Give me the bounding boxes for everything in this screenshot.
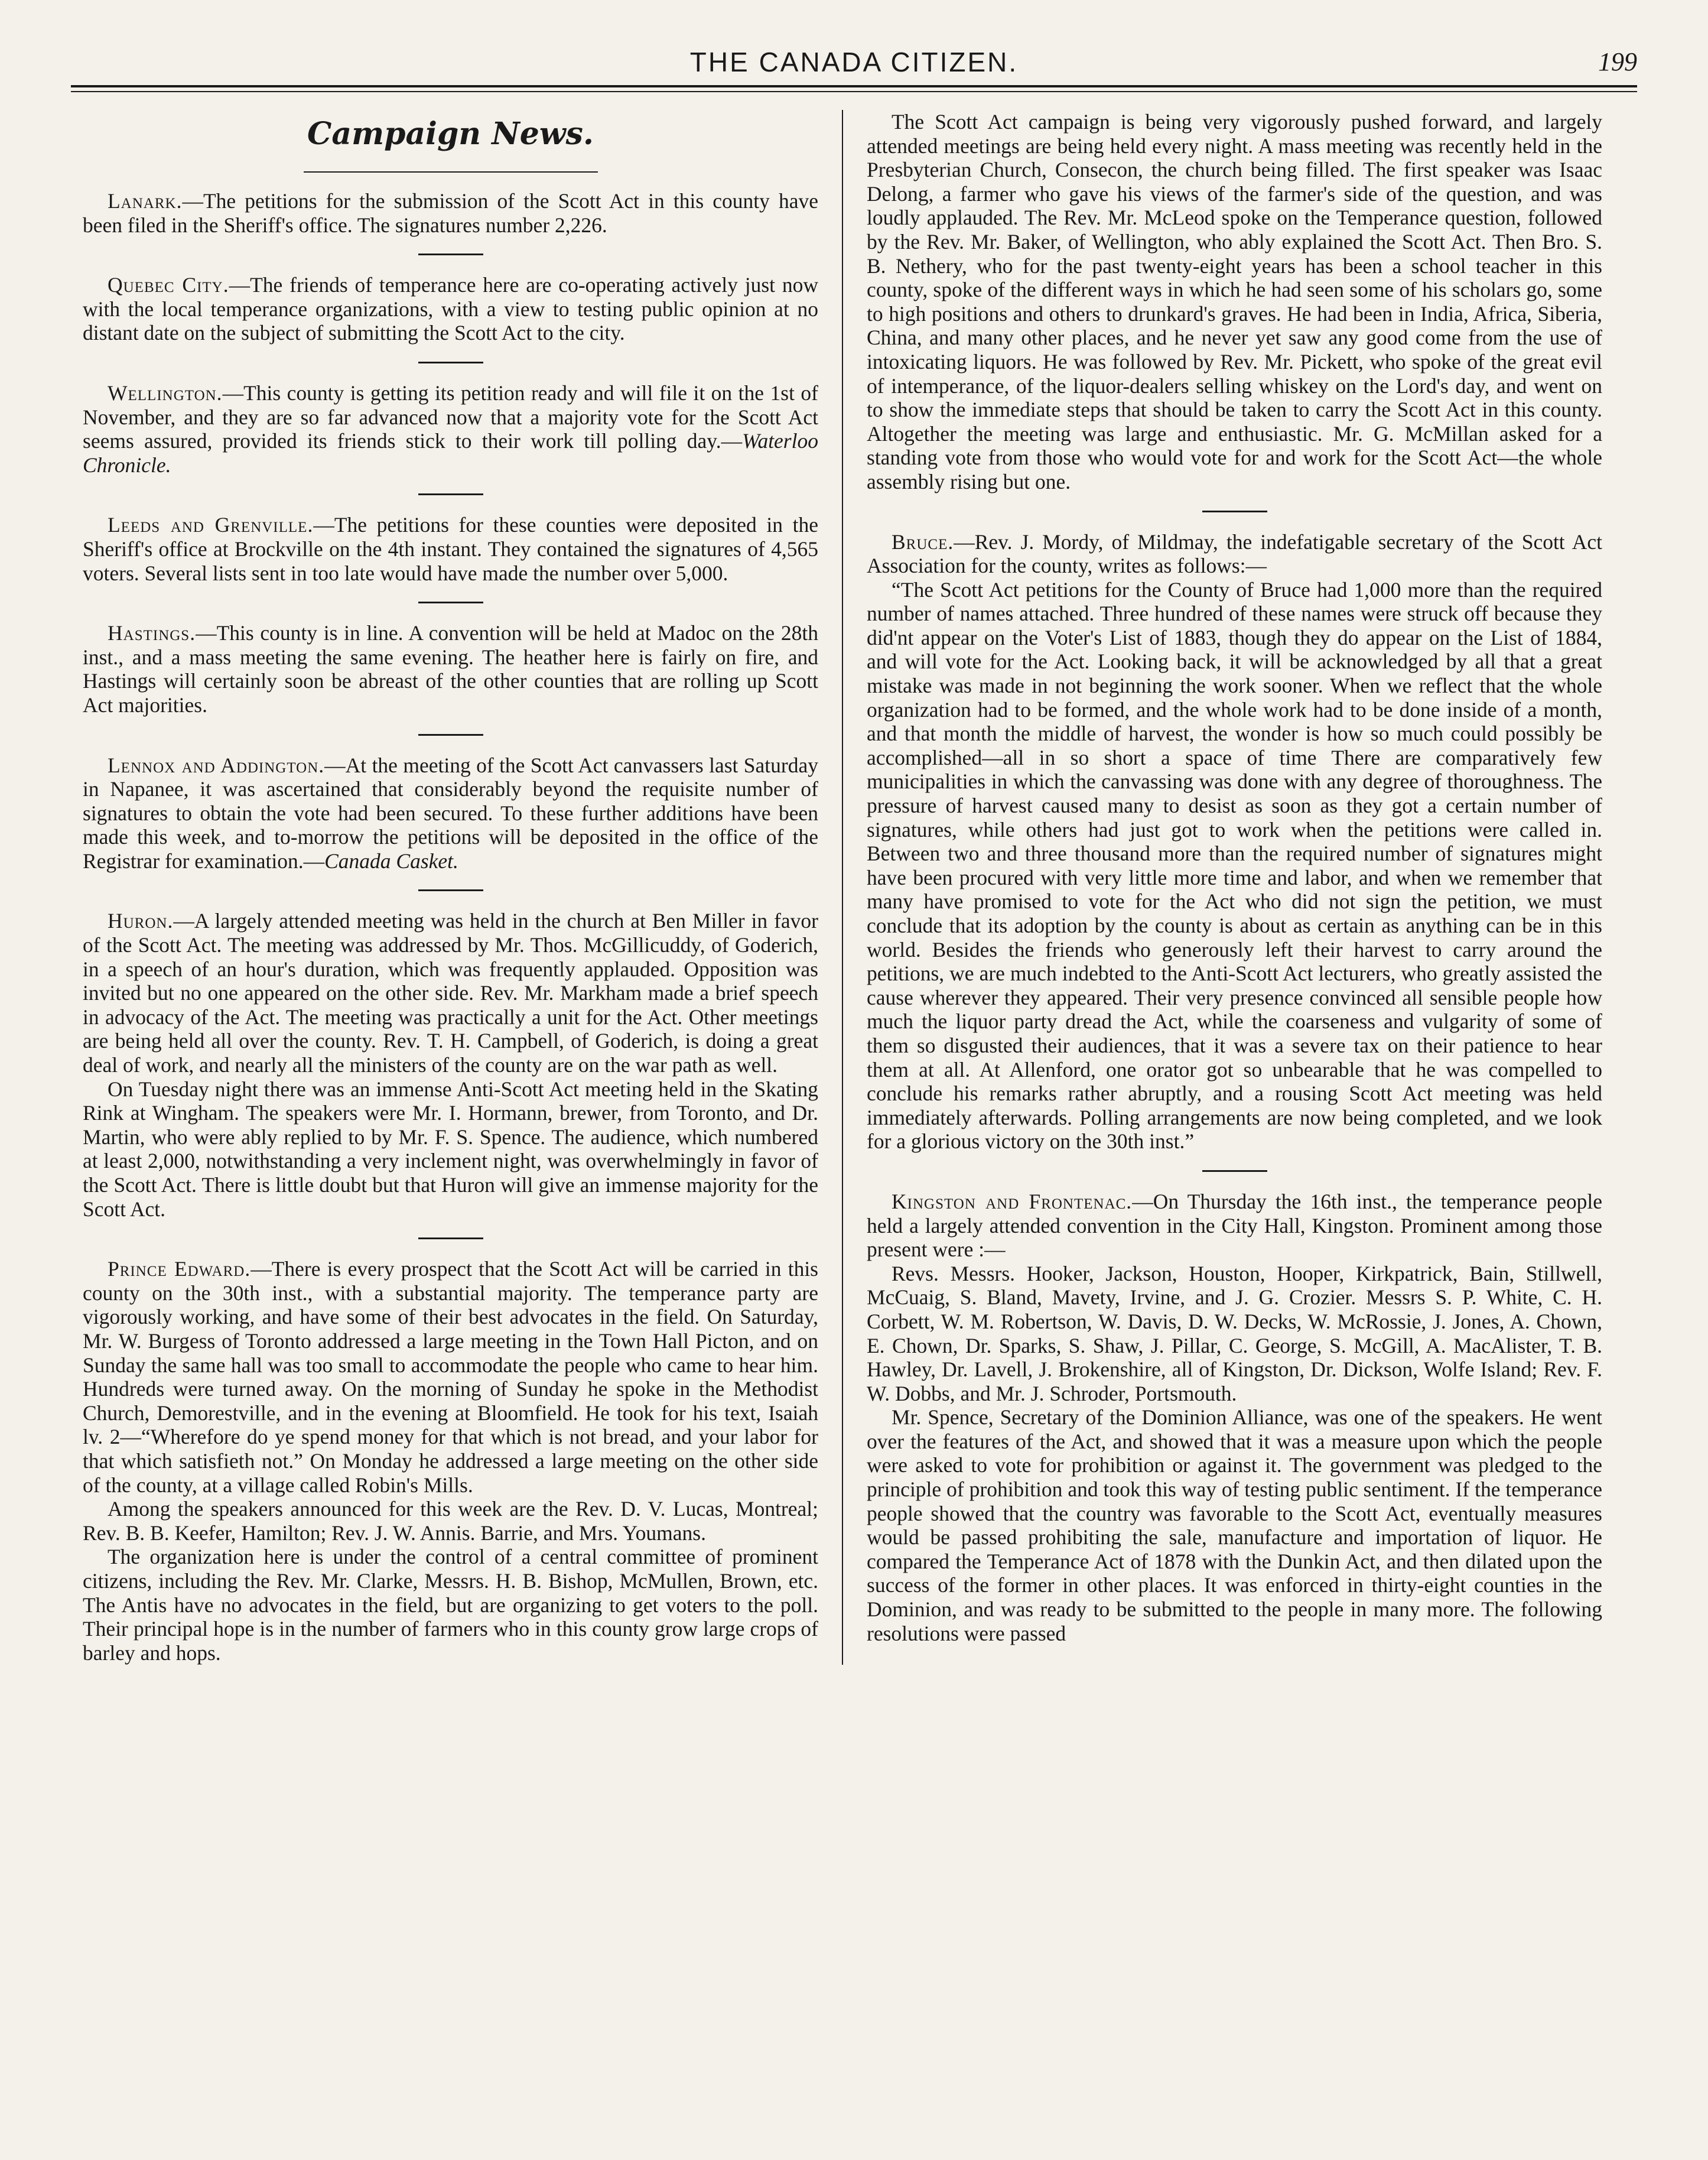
news-paragraph: Mr. Spence, Secretary of the Dominion Alliance, was one of the speakers. He went over the features of the Act, and showed that it was a measure upon which the people were asked to vote for prohibition or against it. The government was pledged to the principle of prohibition and took this way of testing public sentiment. If the temperance people showed that the country was favorable to the Scott Act, eventually measures would be passed prohibiting the sale, manufacture and importation of liquor. He compared the Temperance Act of 1878 with the Dunkin Act, and then dilated upon the success of the former in other places. It was enforced in thirty-eight counties in the Dominion, and was ready to be submitted to the people in many more. The following resolutions were passed (867, 1405, 1602, 1645)
news-paragraph (83, 621, 818, 717)
news-lead: Leeds and Grenville. (108, 513, 314, 537)
news-paragraph (83, 1257, 818, 1497)
news-text: —There is every prospect that the Scott Act will be carried in this county on the 30th inst., with a substantial majority. The temperance party are vigorously working, and have some of their best advocates in the field. On Saturday, Mr. W. Burgess of Toronto addressed a large meeting in the Town Hall Picton, and on Sunday the same hall was too small to accommodate the people who came to hear him. Hundreds were turned away. On the morning of Sunday he spoke in the Methodist Church, Demorestville, and in the evening at Bloomfield. He took for his text, Isaiah lv. 2—“Wherefore do ye spend money for that which is not bread, and your labor for that which satisfieth not.” On Monday he addressed a large meeting on the other side of the county, at a village called Robin's Mills. (83, 1257, 819, 1497)
news-paragraph: Revs. Messrs. Hooker, Jackson, Houston, Hooper, Kirkpatrick, Bain, Stillwell, McCuaig, S. Bland, Mavety, Irvine, and J. G. Crozier. Messrs S. P. White, C. H. Corbett, W. M. Robertson, W. Davis, D. W. Decks, W. McRossie, J. Jones, A. Chown, E. Chown, Dr. Sparks, S. Shaw, J. Pillar, C. George, S. McGill, A. MacAlister, T. B. Hawley, Dr. Lavell, J. Brokenshire, all of Kingston, Dr. Dickson, Wolfe Island; Rev. F. W. Dobbs, and Mr. J. Schroder, Portsmouth. (867, 1261, 1602, 1405)
news-item (83, 753, 818, 873)
news-paragraph (83, 273, 818, 345)
news-text: —At the meeting of the Scott Act canvassers last Saturday in Napanee, it was ascertained that considerably beyond the requisite number of signatures to obtain the vote had been secured. To these further additions have been made this week, and to-morrow the petitions will be deposited in the office of the Registrar for examination.— (83, 753, 818, 873)
article-separator (418, 734, 483, 736)
news-lead: Wellington. (108, 381, 223, 405)
news-text: The Scott Act campaign is being very vigorously pushed forward, and largely attended meetings are being held every night. A mass meeting was recently held in the Presbyterian Church, Consecon, the church being filled. The first speaker was Isaac Delong, a farmer who gave his views of the farmer's side of the question, and was loudly applauded. The Rev. Mr. McLeod spoke on the Temperance question, followed by the Rev. Mr. Baker, of Wellington, who ably explained the Scott Act. Then Bro. S. B. Nethery, who for the past twenty-eight years has been a school teacher in this county, spoke of the different ways in which he had seen some of his scholars go, some to high positions and others to drunkard's graves. He had been in India, Africa, Siberia, China, and many other places, and he never yet saw any good come from the use of intoxicating liquors. He was followed by Rev. Mr. Pickett, who spoke of the great evil of intemperance, of the liquor-dealers selling whiskey on the Lord's day, and went on to show the immediate steps that should be taken to carry the Scott Act in this county. Altogether the meeting was large and enthusiastic. Mr. G. McMillan asked for a standing vote from those who would vote for and work for the Scott Act—the whole assembly rising but one. (867, 110, 1602, 493)
news-item (867, 110, 1602, 494)
news-item (83, 273, 818, 345)
news-paragraph (83, 381, 818, 477)
news-text: —A largely attended meeting was held in the church at Ben Miller in favor of the Scott Act. The meeting was addressed by Mr. Thos. McGillicuddy, of Goderich, in a speech of an hour's duration, which was frequently applauded. Opposition was invited but no one appeared on the other side. Rev. Mr. Markham made a brief speech in advocacy of the Act. The meeting was practically a unit for the Act. Other meetings are being held all over the county. Rev. T. H. Campbell, of Goderich, is doing a great deal of work, and nearly all the ministers of the county are on the war path as well. (83, 909, 818, 1077)
news-lead: Lennox and Addington. (108, 753, 325, 777)
left-column (71, 110, 830, 1665)
section-title-rule (304, 171, 598, 173)
page-header (71, 41, 1637, 83)
news-text: —This county is getting its petition ready and will file it on the 1st of November, and they are so far advanced now that a majority vote for the Scott Act seems assured, provided its friends stick to their work till polling day.— (83, 381, 818, 453)
news-item (83, 513, 818, 585)
news-item (83, 621, 818, 717)
news-text: —This county is in line. A convention will be held at Madoc on the 28th inst., and a mass meeting the same evening. The heather here is fairly on fire, and Hastings will certainly soon be abreast of the other counties that are rolling up Scott Act majorities. (83, 621, 818, 717)
article-separator (1202, 1170, 1267, 1172)
news-paragraph (83, 513, 818, 585)
masthead-title: THE CANADA CITIZEN. (689, 47, 1019, 77)
news-text: —The petitions for these counties were deposited in the Sheriff's office at Brockville on the 4th instant. They contained the signatures of 4,565 voters. Several lists sent in too late would have made the number over 5,000. (83, 513, 818, 585)
header-rule (71, 85, 1637, 92)
news-item (867, 1190, 1602, 1645)
news-item (867, 530, 1602, 1154)
newspaper-page (71, 41, 1637, 2133)
article-separator (418, 362, 483, 363)
news-text: —The petitions for the submission of the Scott Act in this county have been filed in the Sheriff's office. The signatures number 2,226. (83, 189, 818, 237)
column-divider (842, 110, 843, 1665)
news-paragraph (867, 1190, 1602, 1262)
news-source: Waterloo Chronicle. (83, 429, 818, 477)
news-paragraph (83, 909, 818, 1077)
article-separator (1202, 511, 1267, 512)
news-text: —Rev. J. Mordy, of Mildmay, the indefatigable secretary of the Scott Act Association for the county, writes as follows:— (867, 530, 1602, 578)
news-lead: Hastings. (108, 621, 196, 645)
article-separator (418, 254, 483, 255)
article-separator (418, 1237, 483, 1239)
columns (71, 110, 1637, 1665)
news-source: Canada Casket. (324, 849, 458, 873)
right-column (855, 110, 1614, 1665)
news-lead: Prince Edward. (108, 1257, 251, 1281)
news-lead: Kingston and Frontenac. (892, 1189, 1133, 1213)
news-item (83, 381, 818, 477)
article-separator (418, 889, 483, 891)
article-separator (418, 493, 483, 495)
news-paragraph (867, 530, 1602, 578)
news-lead: Quebec City. (108, 273, 229, 297)
news-paragraph: “The Scott Act petitions for the County of Bruce had 1,000 more than the required number of names attached. Three hundred of these names were struck off because they did'nt appear on the Voter's List of 1883, though they do appear on the List of 1884, and will vote for the Act. Looking back, it will be acknowledged by all that a great mistake was made in not beginning the work sooner. When we reflect that the whole organization had to be formed, and the whole work had to be done inside of a month, and that month the middle of harvest, the wonder is how so much could possibly be accomplished—all in so short a space of time There are comparatively few municipalities in which the canvassing was done with any degree of thoroughness. The pressure of harvest caused many to desist as soon as they got a certain number of signatures, while others had just got to work when the petitions were called in. Between two and three thousand more than the required number of signatures might have been procured with very little more time and labor, and when we remember that many have promised to vote for the Act who did not sign the petition, we must conclude that its adoption by the county is about as certain as anything can be in this world. Besides the friends who generously left their harvest to carry around the petitions, we are much indebted to the Anti-Scott Act lecturers, who greatly assisted the cause wherever they appeared. Their very presence convinced all sensible people how much the liquor party dread the Act, while the coarseness and vulgarity of some of them so disgusted their audiences, that it was a severe tax on their patience to hear them at all. At Allenford, one orator got so unbearable that he was compelled to conclude his remarks rather abruptly, and a rousing Scott Act meeting was held immediately afterwards. Polling arrangements are now being completed, and we look for a glorious victory on the 30th inst.” (867, 577, 1602, 1154)
news-paragraph (83, 189, 818, 237)
news-paragraph: Among the speakers announced for this week are the Rev. D. V. Lucas, Montreal; Rev. B. B. Keefer, Hamilton; Rev. J. W. Annis. Barrie, and Mrs. Youmans. (83, 1497, 818, 1545)
news-paragraph: On Tuesday night there was an immense Anti-Scott Act meeting held in the Skating Rink at Wingham. The speakers were Mr. I. Hormann, brewer, from Toronto, and Dr. Martin, who were ably replied to by Mr. F. S. Spence. The audience, which numbered at least 2,000, notwithstanding a very inclement night, was overwhelmingly in favor of the Scott Act. There is little doubt but that Huron will give an immense majority for the Scott Act. (83, 1077, 818, 1221)
news-lead: Bruce. (892, 530, 954, 554)
news-lead: Huron. (108, 909, 174, 933)
article-separator (418, 602, 483, 603)
news-paragraph: The organization here is under the control of a central committee of prominent citizens, including the Rev. Mr. Clarke, Messrs. H. B. Bishop, McMullen, Brown, etc. The Antis have no advocates in the field, but are organizing to get voters to the poll. Their principal hope is in the number of farmers who in this county grow large crops of barley and hops. (83, 1545, 818, 1665)
news-lead: Lanark. (108, 189, 183, 213)
news-item (83, 1257, 818, 1665)
section-title: Campaign News. (307, 116, 594, 152)
news-paragraph (867, 110, 1602, 494)
news-text: —On Thursday the 16th inst., the temperance people held a largely attended convention in the City Hall, Kingston. Prominent among those present were :— (867, 1189, 1602, 1262)
page-number: 199 (1598, 47, 1637, 76)
news-item (83, 189, 818, 237)
news-item (83, 909, 818, 1221)
news-text: —The friends of temperance here are co-operating actively just now with the local temperance organizations, with a view to testing public opinion at no distant date on the subject of submitting the Scott Act to the city. (83, 273, 818, 345)
news-paragraph (83, 753, 818, 873)
